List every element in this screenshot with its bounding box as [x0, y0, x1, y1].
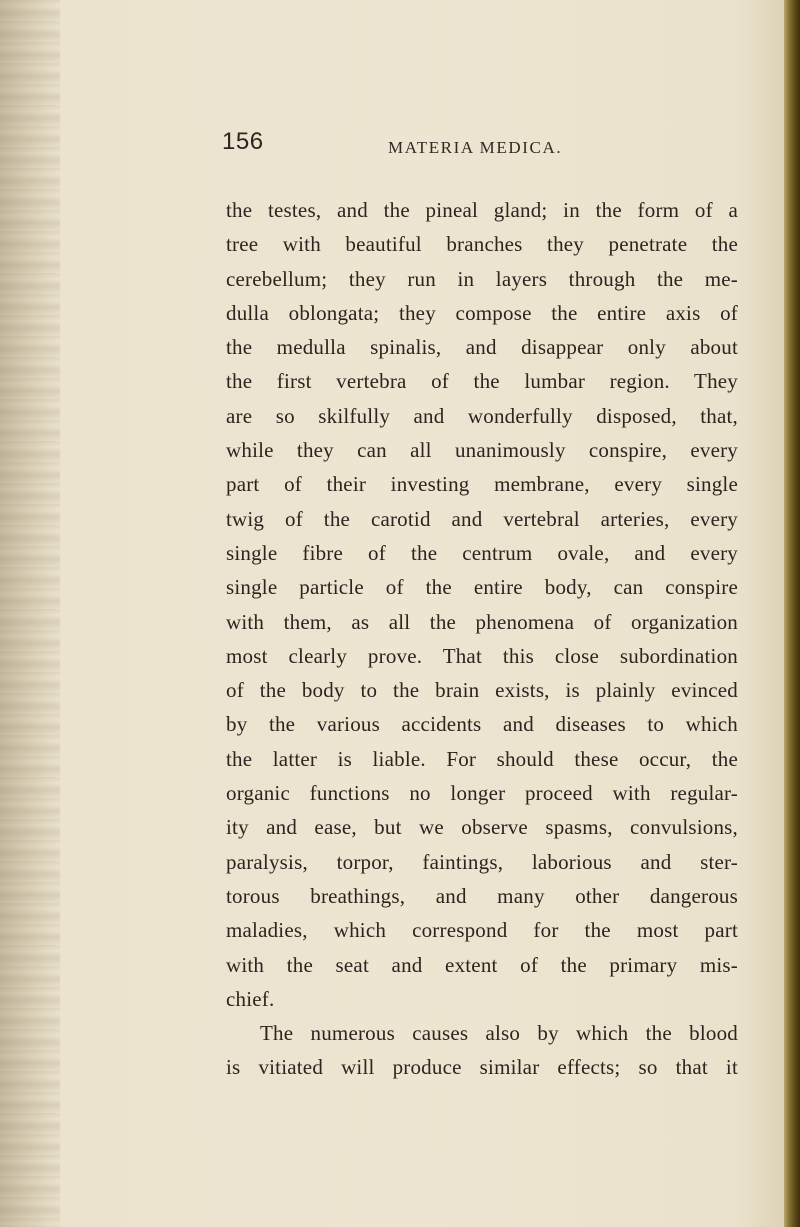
text-line: twig of the carotid and vertebral arteries, every: [226, 506, 738, 531]
text-line: the testes, and the pineal gland; in the form of a: [226, 198, 738, 222]
text-line: by the various accidents and diseases to which: [226, 712, 738, 737]
body-text: [226, 193, 738, 1085]
text-line: paralysis, torpor, faintings, laborious and ster-: [226, 849, 738, 874]
running-head: MATERIA MEDICA.: [388, 138, 563, 157]
text-line: organic functions no longer proceed with regular-: [226, 781, 738, 806]
text-line: of the body to the brain exists, is plainly evinced: [226, 678, 738, 703]
text-line: with the seat and extent of the primary mis-: [226, 952, 738, 977]
text-line: single particle of the entire body, can conspire: [226, 575, 738, 600]
page-number: 156: [222, 128, 264, 155]
paragraph-end-line: chief.: [226, 986, 275, 1011]
text-line: ity and ease, but we observe spasms, convulsions,: [226, 815, 738, 840]
page-right-edge-binding: [784, 0, 800, 1227]
text-line: maladies, which correspond for the most part: [226, 918, 738, 943]
text-line: torous breathings, and many other dangerous: [226, 883, 738, 908]
text-line: the medulla spinalis, and disappear only about: [226, 335, 738, 360]
text-line: while they can all unanimously conspire, every: [226, 438, 738, 463]
text-line: single fibre of the centrum ovale, and every: [226, 540, 738, 565]
text-line: the latter is liable. For should these occur, the: [226, 746, 738, 771]
paragraph-start-line: The numerous causes also by which the blood: [260, 1021, 738, 1046]
text-line: dulla oblongata; they compose the entire axis of: [226, 300, 738, 325]
text-line: most clearly prove. That this close subordination: [226, 643, 738, 668]
text-line: tree with beautiful branches they penetrate the: [226, 232, 738, 257]
text-line: is vitiated will produce similar effects; so that it: [226, 1055, 738, 1080]
page-header: [0, 128, 800, 168]
page-left-edge-shadow: [0, 0, 60, 1227]
text-line: are so skilfully and wonderfully disposed, that,: [226, 403, 738, 428]
text-line: the first vertebra of the lumbar region. They: [226, 369, 738, 394]
text-line: with them, as all the phenomena of organization: [226, 609, 738, 634]
text-line: part of their investing membrane, every single: [226, 472, 738, 497]
text-line: cerebellum; they run in layers through the me-: [226, 266, 738, 291]
